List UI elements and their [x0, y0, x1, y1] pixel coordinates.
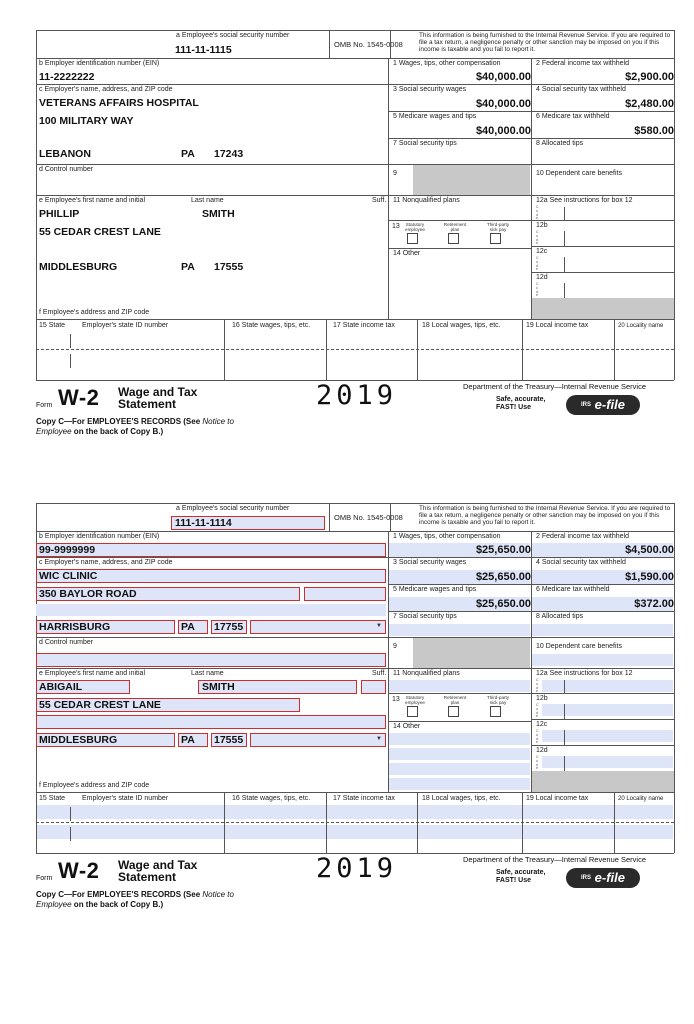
state-row1[interactable]	[37, 805, 673, 819]
dropdown-arrow-icon[interactable]: ▼	[376, 736, 382, 742]
box12c-code-label: C o d e	[536, 256, 539, 272]
ein-label: b Employer identification number (EIN)	[39, 60, 160, 67]
copy-c-employee: Employee	[36, 900, 72, 909]
irs-logo-text: IRS	[581, 875, 592, 881]
employee-state-value: PA	[181, 734, 195, 746]
box5-label: 5 Medicare wages and tips	[393, 586, 477, 593]
box12c-label: 12c	[536, 248, 548, 255]
box20-label: 20 Locality name	[618, 323, 664, 329]
box14-label: 14 Other	[393, 250, 421, 257]
employer-zip-value: 17243	[214, 148, 244, 160]
employer-name-value: VETERANS AFFAIRS HOSPITAL	[39, 97, 199, 109]
retirement-label: Retirement plan	[443, 695, 467, 705]
ssn-label: a Employee's social security number	[176, 32, 290, 39]
box12d-label: 12d	[536, 747, 548, 754]
department-label: Department of the Treasury—Internal Revenue Service	[463, 855, 647, 864]
form-title-line1: Wage and Tax	[118, 858, 198, 872]
box3-label: 3 Social security wages	[393, 86, 467, 93]
box12a-code-label: C o d e	[536, 205, 539, 221]
ssn-value: 111-11-1114	[175, 517, 232, 529]
thirdparty-checkbox[interactable]	[490, 706, 501, 717]
employee-city-value: MIDDLESBURG	[39, 734, 118, 746]
box9-shaded	[413, 165, 530, 195]
box12c-code-label: C o d e	[536, 729, 539, 745]
box12a-input[interactable]	[542, 207, 673, 219]
box10-label: 10 Dependent care benefits	[536, 643, 623, 650]
w2-form-1	[36, 30, 676, 450]
box4-value: $2,480.00	[625, 98, 674, 110]
box13-label: 13	[392, 223, 400, 230]
box14-line2[interactable]	[389, 748, 530, 760]
box7-input[interactable]	[389, 624, 530, 636]
copy-c-bold: Copy C—For EMPLOYEE'S RECORDS (See	[36, 890, 203, 899]
box5-label: 5 Medicare wages and tips	[393, 113, 477, 120]
box12a-label: 12a See instructions for box 12	[536, 670, 633, 677]
employee-city-value: MIDDLESBURG	[39, 261, 118, 273]
box9-shaded	[413, 638, 530, 668]
box7-label: 7 Social security tips	[393, 613, 457, 620]
box1-value: $40,000.00	[475, 71, 531, 83]
tax-year: 2019	[316, 853, 398, 884]
thirdparty-checkbox[interactable]	[490, 233, 501, 244]
box15-label: 15 State	[39, 795, 66, 802]
safe-line2: FAST! Use	[496, 877, 532, 884]
dropdown-arrow-icon[interactable]: ▼	[376, 623, 382, 629]
box8-input[interactable]	[532, 624, 673, 636]
box14-label: 14 Other	[393, 723, 421, 730]
state-row2[interactable]	[37, 352, 673, 366]
ein-value: 11-2222222	[39, 71, 95, 83]
box14-line1[interactable]	[389, 733, 530, 745]
employee-street-value: 55 CEDAR CREST LANE	[39, 699, 161, 711]
employee-first-label: e Employee's first name and initial	[39, 670, 145, 677]
employee-first-label: e Employee's first name and initial	[39, 197, 145, 204]
box12d-code-label: C o d e	[536, 755, 539, 771]
box12d-code-label: C o d e	[536, 282, 539, 298]
box12b-code-label: C o d e	[536, 230, 539, 246]
employee-street-value: 55 CEDAR CREST LANE	[39, 226, 161, 238]
efile-logo	[566, 868, 640, 888]
box2-value: $2,900.00	[625, 71, 674, 83]
omb-number: OMB No. 1545-0008	[334, 513, 403, 522]
box14-line2[interactable]	[389, 275, 530, 287]
employer-zip-value: 17755	[214, 621, 244, 633]
employer-label: c Employer's name, address, and ZIP code	[39, 559, 173, 566]
state-row1[interactable]	[37, 332, 673, 346]
copy-c-italic: Notice to	[202, 890, 234, 899]
employee-street2-input[interactable]	[36, 242, 386, 256]
box6-label: 6 Medicare tax withheld	[536, 113, 610, 120]
employee-country-select[interactable]	[250, 260, 386, 274]
copy-c-line1	[36, 890, 234, 900]
employer-street2-input[interactable]	[304, 114, 386, 128]
box1-label: 1 Wages, tips, other compensation	[393, 533, 501, 540]
employee-country-select[interactable]	[250, 733, 386, 747]
box11-label: 11 Nonqualified plans	[393, 670, 460, 677]
ssn-value: 111-11-1115	[175, 44, 232, 56]
last-name-label: Last name	[191, 197, 224, 204]
control-label: d Control number	[39, 166, 94, 173]
box16-label: 16 State wages, tips, etc.	[232, 795, 311, 802]
statutory-label: Statutory employee	[405, 695, 425, 705]
box12d-input[interactable]	[542, 756, 673, 768]
employer-state-value: PA	[181, 148, 195, 160]
form-name: W-2	[58, 385, 100, 410]
employer-city-value: LEBANON	[39, 148, 91, 160]
thirdparty-label: Third-party sick pay	[486, 222, 510, 232]
box1-value: $25,650.00	[475, 544, 531, 556]
form-word: Form	[36, 875, 53, 882]
statutory-checkbox[interactable]	[407, 233, 418, 244]
state-row2[interactable]	[37, 825, 673, 839]
efile-logo	[566, 395, 640, 415]
control-number-input[interactable]	[36, 180, 386, 194]
efile-logo-text: e-file	[594, 870, 625, 885]
copy-c-line2	[36, 427, 163, 437]
box12b-input[interactable]	[542, 704, 673, 716]
box18-label: 18 Local wages, tips, etc.	[422, 795, 501, 802]
box14-line3[interactable]	[389, 290, 530, 302]
box12d-label: 12d	[536, 274, 548, 281]
retirement-checkbox[interactable]	[448, 233, 459, 244]
box8-label: 8 Allocated tips	[536, 140, 584, 147]
employer-extra-line	[36, 131, 386, 143]
box4-value: $1,590.00	[625, 571, 674, 583]
box19-label: 19 Local income tax	[526, 795, 589, 802]
ssn-label: a Employee's social security number	[176, 505, 290, 512]
employee-state-value: PA	[181, 261, 195, 273]
box12a-code-label: C o d e	[536, 678, 539, 694]
omb-number: OMB No. 1545-0008	[334, 40, 403, 49]
control-label: d Control number	[39, 639, 94, 646]
box5-value: $25,650.00	[475, 598, 531, 610]
box14-line3[interactable]	[389, 763, 530, 775]
box12b-label: 12b	[536, 695, 548, 702]
box10-input[interactable]	[532, 654, 673, 666]
department-label: Department of the Treasury—Internal Revenue Service	[463, 382, 647, 391]
box11-label: 11 Nonqualified plans	[393, 197, 460, 204]
box12c-input[interactable]	[542, 257, 673, 269]
safe-line1: Safe, accurate,	[496, 396, 546, 403]
box13-label: 13	[392, 696, 400, 703]
box2-label: 2 Federal income tax withheld	[536, 60, 629, 67]
irs-logo-text: IRS	[581, 402, 592, 408]
box5-value: $40,000.00	[475, 125, 531, 137]
employee-suffix-input[interactable]	[361, 680, 386, 694]
box11-input[interactable]	[389, 680, 530, 692]
statutory-label: Statutory employee	[405, 222, 425, 232]
employee-first-value: ABIGAIL	[39, 681, 83, 693]
employer-city-value: HARRISBURG	[39, 621, 111, 633]
employer-street-value: 350 BAYLOR ROAD	[39, 588, 137, 600]
form-name: W-2	[58, 858, 100, 883]
shaded-area	[532, 298, 674, 319]
box16-label: 16 State wages, tips, etc.	[232, 322, 311, 329]
box14-line4[interactable]	[389, 305, 530, 317]
box10-label: 10 Dependent care benefits	[536, 170, 623, 177]
employee-last-value: SMITH	[202, 208, 235, 220]
box9-label: 9	[393, 643, 397, 650]
box2-label: 2 Federal income tax withheld	[536, 533, 629, 540]
box7-label: 7 Social security tips	[393, 140, 457, 147]
box12b-input[interactable]	[542, 231, 673, 243]
employee-last-value: SMITH	[202, 681, 235, 693]
box8-label: 8 Allocated tips	[536, 613, 584, 620]
last-name-label: Last name	[191, 670, 224, 677]
employer-state-value: PA	[181, 621, 195, 633]
suff-label: Suff.	[372, 670, 387, 677]
box17-label: 17 State income tax	[333, 322, 395, 329]
box1-label: 1 Wages, tips, other compensation	[393, 60, 501, 67]
employer-label: c Employer's name, address, and ZIP code	[39, 86, 173, 93]
form-title-line2: Statement	[118, 397, 177, 411]
box7-input[interactable]	[389, 151, 530, 163]
employee-zip-value: 17555	[214, 261, 244, 273]
box9-label: 9	[393, 170, 397, 177]
suff-label: Suff.	[372, 197, 387, 204]
safe-line1: Safe, accurate,	[496, 869, 546, 876]
box6-value: $580.00	[634, 125, 674, 137]
box3-label: 3 Social security wages	[393, 559, 467, 566]
copy-c-rest: on the back of Copy B.)	[71, 427, 164, 436]
state-id-label: Employer's state ID number	[82, 322, 169, 329]
copy-c-italic: Notice to	[202, 417, 234, 426]
copy-c-rest: on the back of Copy B.)	[71, 900, 164, 909]
employee-suffix-input[interactable]	[361, 207, 386, 221]
box20-label: 20 Locality name	[618, 796, 664, 802]
box14-line4[interactable]	[389, 778, 530, 790]
copy-c-line1	[36, 417, 234, 427]
box12b-label: 12b	[536, 222, 548, 229]
employee-address-label: f Employee's address and ZIP code	[39, 782, 150, 789]
box11-input[interactable]	[389, 207, 530, 219]
box12c-label: 12c	[536, 721, 548, 728]
employer-extra-line	[36, 604, 386, 616]
box15-label: 15 State	[39, 322, 66, 329]
box2-value: $4,500.00	[625, 544, 674, 556]
box12a-input[interactable]	[542, 680, 673, 692]
retirement-checkbox[interactable]	[448, 706, 459, 717]
box4-label: 4 Social security tax withheld	[536, 86, 626, 93]
form-word: Form	[36, 402, 53, 409]
form-title-line2: Statement	[118, 870, 177, 884]
statutory-checkbox[interactable]	[407, 706, 418, 717]
box6-value: $372.00	[634, 598, 674, 610]
employee-street2-input[interactable]	[36, 715, 386, 729]
employee-address-label: f Employee's address and ZIP code	[39, 309, 150, 316]
box10-input[interactable]	[532, 181, 673, 193]
thirdparty-label: Third-party sick pay	[486, 695, 510, 705]
employer-country-select[interactable]	[250, 147, 386, 161]
box6-label: 6 Medicare tax withheld	[536, 586, 610, 593]
box3-value: $25,650.00	[475, 571, 531, 583]
copy-c-employee: Employee	[36, 427, 72, 436]
state-id-label: Employer's state ID number	[82, 795, 169, 802]
box8-input[interactable]	[532, 151, 673, 163]
box12a-label: 12a See instructions for box 12	[536, 197, 633, 204]
retirement-label: Retirement plan	[443, 222, 467, 232]
employee-zip-value: 17555	[214, 734, 244, 746]
employer-street2-input[interactable]	[304, 587, 386, 601]
box14-line1[interactable]	[389, 260, 530, 272]
control-number-input[interactable]	[36, 653, 386, 667]
employer-street-value: 100 MILITARY WAY	[39, 115, 134, 127]
form-title-line1: Wage and Tax	[118, 385, 198, 399]
box4-label: 4 Social security tax withheld	[536, 559, 626, 566]
employer-name-value: WIC CLINIC	[39, 570, 98, 582]
w2-form-2	[36, 503, 676, 923]
irs-notice: This information is being furnished to the Internal Revenue Service. If you are required to file a tax return, a negligence penalty or other sanction may be imposed on you if this income is taxable and you fail to report it.	[419, 32, 671, 53]
efile-logo-text: e-file	[594, 397, 625, 412]
ein-value: 99-9999999	[39, 544, 96, 556]
box18-label: 18 Local wages, tips, etc.	[422, 322, 501, 329]
tax-year: 2019	[316, 380, 398, 411]
ein-label: b Employer identification number (EIN)	[39, 533, 160, 540]
box17-label: 17 State income tax	[333, 795, 395, 802]
box12c-input[interactable]	[542, 730, 673, 742]
box19-label: 19 Local income tax	[526, 322, 589, 329]
box12d-input[interactable]	[542, 283, 673, 295]
safe-line2: FAST! Use	[496, 404, 532, 411]
box12b-code-label: C o d e	[536, 703, 539, 719]
irs-notice: This information is being furnished to the Internal Revenue Service. If you are required to file a tax return, a negligence penalty or other sanction may be imposed on you if this income is taxable and you fail to report it.	[419, 505, 671, 526]
copy-c-bold: Copy C—For EMPLOYEE'S RECORDS (See	[36, 417, 203, 426]
copy-c-line2	[36, 900, 163, 910]
shaded-area	[532, 771, 674, 792]
employee-first-value: PHILLIP	[39, 208, 80, 220]
box3-value: $40,000.00	[475, 98, 531, 110]
employer-country-select[interactable]	[250, 620, 386, 634]
